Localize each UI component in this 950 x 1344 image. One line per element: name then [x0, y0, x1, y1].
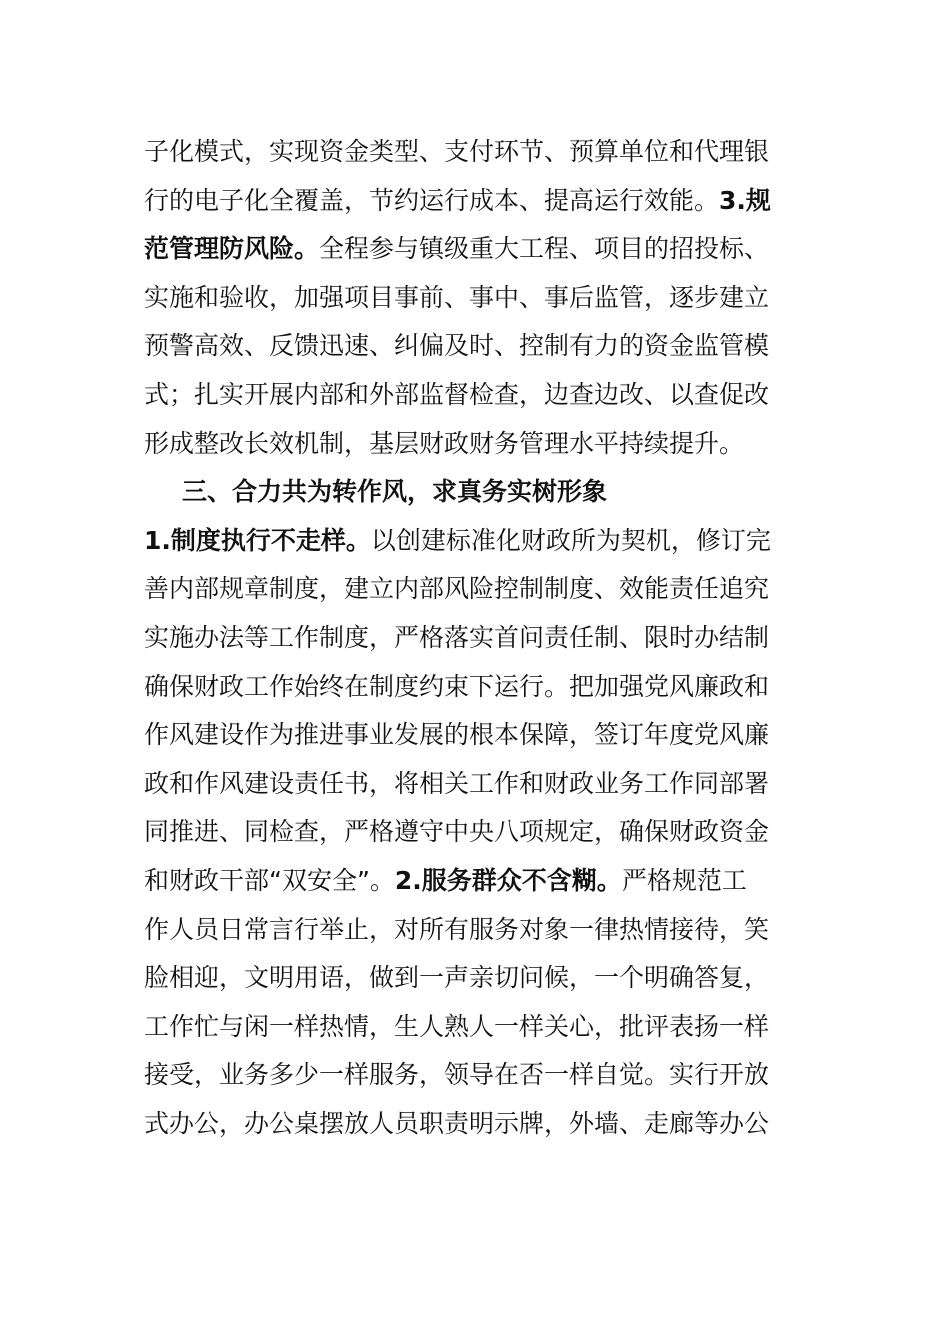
text-line — [144, 906, 814, 955]
text-run: 工作忙与闲一样热情，生人熟人一样关心，批评表扬一样 — [144, 1011, 770, 1041]
text-line — [144, 322, 814, 371]
text-line — [144, 565, 814, 614]
text-run: 脸相迎，文明用语，做到一声亲切问候，一个明确答复， — [144, 963, 770, 993]
text-run: 式；扎实开展内部和外部监督检查，边查边改、以查促改 — [144, 379, 770, 409]
text-line — [144, 177, 814, 226]
text-run: 善内部规章制度，建立内部风险控制制度、效能责任追究 — [144, 574, 770, 604]
text-run: 作风建设作为推进事业发展的根本保障，签订年度党风廉 — [144, 720, 770, 750]
text-line — [144, 128, 814, 177]
text-line — [144, 225, 814, 274]
text-run: 式办公，办公桌摆放人员职责明示牌，外墙、走廊等办公 — [144, 1108, 770, 1138]
text-line — [144, 274, 814, 323]
section-heading — [144, 468, 814, 517]
text-line — [144, 420, 814, 469]
text-run: 预警高效、反馈迅速、纠偏及时、控制有力的资金监管模 — [144, 331, 770, 361]
text-line — [144, 663, 814, 712]
text-line — [144, 614, 814, 663]
text-run: 形成整改长效机制，基层财政财务管理水平持续提升。 — [144, 428, 745, 458]
text-run: 实施办法等工作制度，严格落实首问责任制、限时办结制 — [144, 622, 770, 652]
text-line — [144, 857, 814, 906]
text-line — [144, 808, 814, 857]
bold-text-run: 范管理防风险。 — [144, 234, 320, 264]
text-run: 确保财政工作始终在制度约束下运行。把加强党风廉政和 — [144, 671, 770, 701]
text-run: 和财政干部“双安全”。 — [144, 865, 395, 895]
text-run: 同推进、同检查，严格遵守中央八项规定，确保财政资金 — [144, 817, 770, 847]
text-line — [144, 517, 814, 566]
text-run: 政和作风建设责任书，将相关工作和财政业务工作同部署 — [144, 768, 770, 798]
text-line — [144, 1051, 814, 1100]
text-run: 子化模式，实现资金类型、支付环节、预算单位和代理银 — [144, 137, 770, 166]
body-text — [144, 128, 814, 1148]
text-run: 实施和验收，加强项目事前、事中、事后监管，逐步建立 — [144, 282, 770, 312]
text-line — [144, 760, 814, 809]
text-run: 行的电子化全覆盖，节约运行成本、提高运行效能。 — [144, 185, 720, 215]
text-line — [144, 1003, 814, 1052]
text-line — [144, 1100, 814, 1149]
text-run: 作人员日常言行举止，对所有服务对象一律热情接待，笑 — [144, 914, 770, 944]
bold-text-run: 3.规 — [719, 185, 771, 215]
bold-text-run: 1.制度执行不走样。 — [144, 525, 371, 555]
bold-text-run: 三、合力共为转作风，求真务实树形象 — [182, 477, 608, 507]
text-line — [144, 371, 814, 420]
text-run: 全程参与镇级重大工程、项目的招投标、 — [319, 234, 770, 264]
text-line — [144, 954, 814, 1003]
text-run: 接受，业务多少一样服务，领导在否一样自觉。实行开放 — [144, 1060, 770, 1090]
bold-text-run: 2.服务群众不含糊。 — [394, 865, 622, 895]
text-run: 严格规范工 — [621, 865, 747, 895]
text-line — [144, 711, 814, 760]
text-run: 以创建标准化财政所为契机，修订完 — [370, 525, 771, 555]
